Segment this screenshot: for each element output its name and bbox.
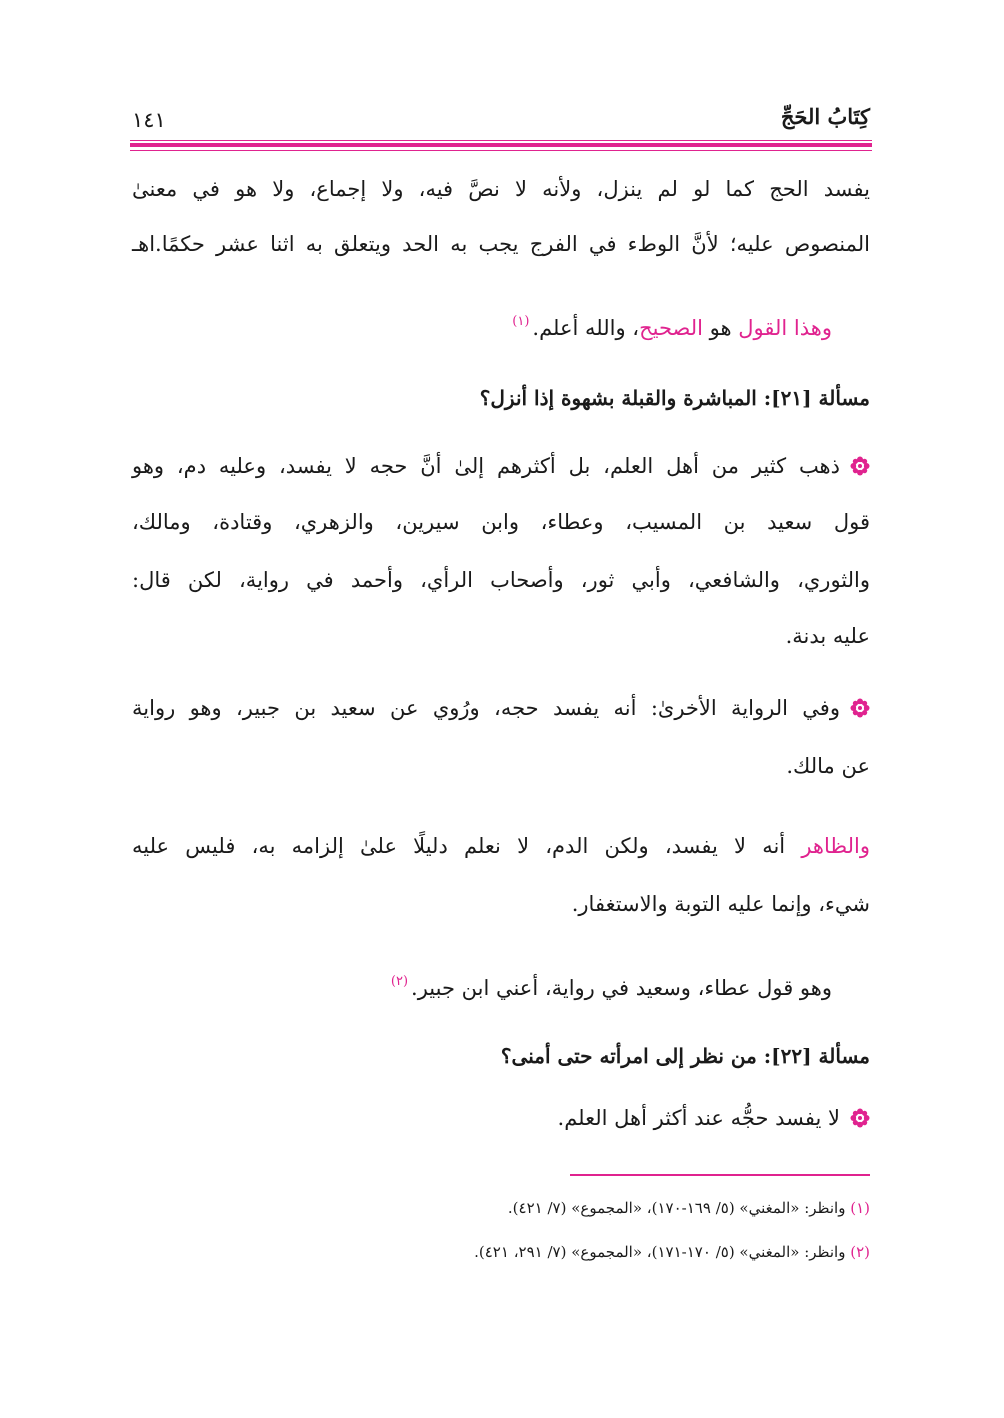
footnote-ref-1: (١) [512, 314, 530, 329]
issue-21-p4-text: وهو قول عطاء، وسعيد في رواية، أعني ابن جبير. [411, 976, 832, 1000]
chapter-title: كِتَابُ الحَجِّ [780, 104, 870, 129]
header-rule-bottom [130, 150, 872, 151]
issue-22-heading: مسألة [٢٢]: من نظر إلى امرأته حتى أمنى؟ [500, 1044, 870, 1068]
verdict-highlight-2: الصحيح [639, 316, 703, 340]
issue-21-p1-line-1 [132, 450, 870, 482]
footnote-divider [570, 1174, 870, 1176]
footnote-ref-2: (٢) [390, 974, 409, 989]
verdict-text-end: ، والله أعلم. [532, 316, 640, 340]
verdict-highlight-1: وهذا القول [738, 316, 832, 340]
page-number: ١٤١ [132, 108, 166, 132]
verdict-text-mid: هو [703, 316, 739, 340]
issue-21-p3-line-2: شيء، وإنما عليه التوبة والاستغفار. [571, 892, 870, 916]
issue-21-p3-line-1 [132, 830, 870, 862]
verdict-line [94, 306, 832, 344]
issue-21-p1-line-4: عليه بدنة. [785, 624, 870, 648]
issue-21-p4-line [94, 966, 832, 1004]
footnote-2 [132, 1240, 870, 1264]
issue-22-p1-line [132, 1102, 870, 1134]
intro-line-2: المنصوص عليه؛ لأنَّ الوطء في الفرج يجب به الحد ويتعلق به اثنا عشر حكمًا.اهـ [132, 232, 870, 256]
footnote-2-number: (٢) [850, 1243, 870, 1261]
issue-21-p2-line-2: عن مالك. [786, 754, 870, 778]
flower-bullet-icon [850, 453, 870, 473]
issue-21-p2-line-1 [132, 692, 870, 724]
footnote-1 [132, 1196, 870, 1220]
footnote-1-text: وانظر: «المغني» (٥/ ١٦٩-١٧٠)، «المجموع» (٧/ ٤٢١). [507, 1199, 851, 1217]
issue-21-p1-line-2: قول سعيد بن المسيب، وعطاء، وابن سيرين، والزهري، وقتادة، ومالك، [132, 510, 870, 534]
footnote-1-number: (١) [850, 1199, 870, 1217]
issue-21-heading: مسألة [٢١]: المباشرة والقبلة بشهوة إذا أنزل؟ [479, 386, 870, 410]
issue-21-p3-text-1: أنه لا يفسد، ولكن الدم، لا نعلم دليلًا علىٰ إلزامه به، فليس عليه [132, 834, 802, 858]
flower-bullet-icon [850, 1105, 870, 1125]
issue-21-p1-line-3: والثوري، والشافعي، وأبي ثور، وأصحاب الرأي، وأحمد في رواية، لكن قال: [132, 568, 870, 592]
issue-21-p2-text-1: وفي الرواية الأخرىٰ: أنه يفسد حجه، ورُوي عن سعيد بن جبير، وهو رواية [132, 696, 840, 720]
footnote-2-text: وانظر: «المغني» (٥/ ١٧٠-١٧١)، «المجموع» (٧/ ٢٩١، ٤٢١). [474, 1243, 851, 1261]
header-rule-thick [130, 143, 872, 147]
issue-21-p1-text-1: ذهب كثير من أهل العلم، بل أكثرهم إلىٰ أنَّ حجه لا يفسد، وعليه دم، وهو [132, 454, 840, 478]
header-rule-top [130, 140, 872, 141]
intro-line-1: يفسد الحج كما لو لم ينزل، ولأنه لا نصَّ فيه، ولا إجماع، ولا هو في معنىٰ [132, 177, 870, 201]
issue-22-p1-text: لا يفسد حجُّه عند أكثر أهل العلم. [557, 1106, 840, 1130]
issue-21-p3-highlight: والظاهر [801, 834, 870, 858]
flower-bullet-icon [850, 695, 870, 715]
